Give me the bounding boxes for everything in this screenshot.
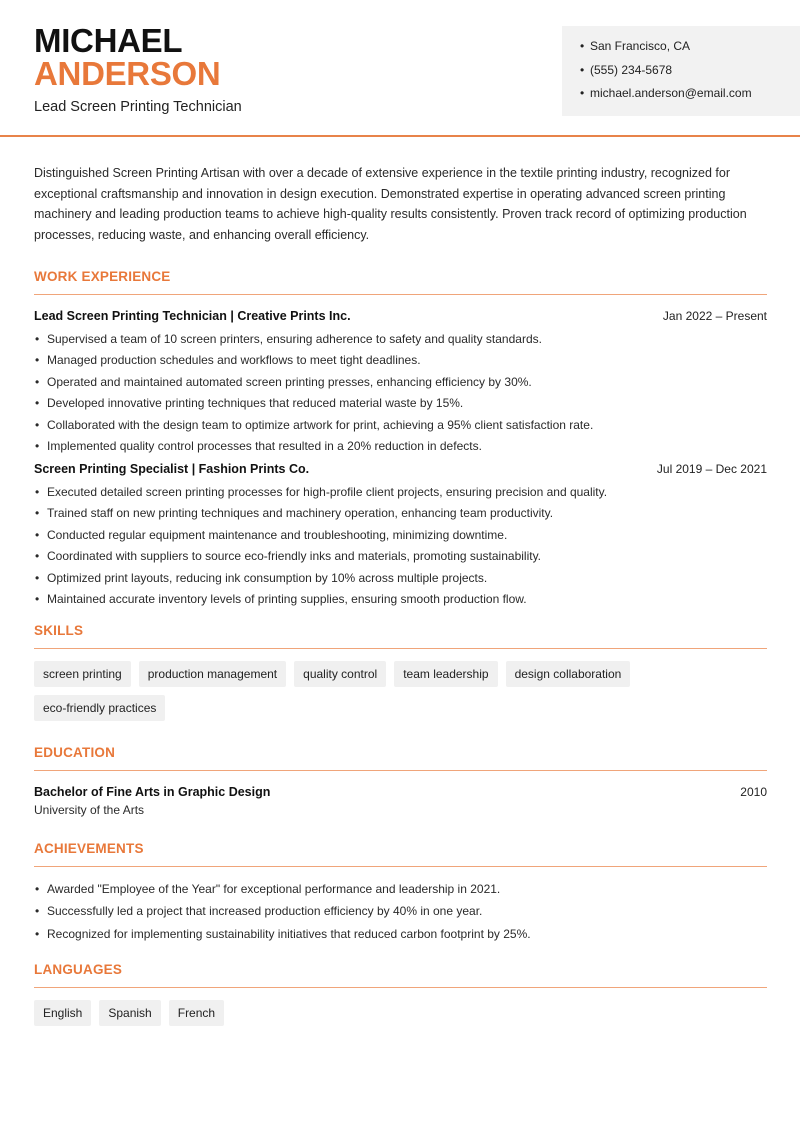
bullet-item: • Supervised a team of 10 screen printers, ensuring adherence to safety and quality standards. bbox=[34, 331, 767, 347]
job-dates: Jan 2022 – Present bbox=[662, 309, 767, 323]
language-tag: Spanish bbox=[99, 1000, 160, 1026]
bullet-item: • Trained staff on new printing techniques and machinery operation, enhancing team productivity. bbox=[34, 505, 767, 521]
bullet-item: • Operated and maintained automated screen printing presses, enhancing efficiency by 30%. bbox=[34, 374, 767, 390]
education-degree: Bachelor of Fine Arts in Graphic Design bbox=[34, 784, 271, 799]
last-name: ANDERSON bbox=[34, 55, 221, 92]
summary-text: Distinguished Screen Printing Artisan with over a decade of extensive experience in the textile printing industry, recognized for exceptional craftsmanship and innovation in design execution. Demonstrated expertise in operating advanced screen printing machinery and leading production teams to achieve high-quality results consistently. Proven track record of optimizing production processes, reducing waste, and enhancing overall efficiency. bbox=[34, 166, 747, 242]
bullet-item: • Coordinated with suppliers to source eco-friendly inks and materials, promoting sustainability. bbox=[34, 548, 767, 564]
job-bullets bbox=[34, 331, 767, 454]
achievement-item: • Recognized for implementing sustainability initiatives that reduced carbon footprint by 25%. bbox=[34, 926, 767, 942]
skill-tag: eco-friendly practices bbox=[34, 695, 165, 721]
contact-location: • San Francisco, CA bbox=[580, 38, 800, 62]
skill-tag: design collaboration bbox=[506, 661, 631, 687]
bullet-item: • Executed detailed screen printing processes for high-profile client projects, ensuring precision and quality. bbox=[34, 484, 767, 500]
education-school: University of the Arts bbox=[34, 802, 145, 817]
education-year: 2010 bbox=[740, 784, 767, 799]
skill-tag: production management bbox=[139, 661, 286, 687]
section-title-languages: LANGUAGES bbox=[34, 962, 767, 988]
skill-tag: screen printing bbox=[34, 661, 131, 687]
language-tag: English bbox=[34, 1000, 91, 1026]
job-role: Screen Printing Specialist | Fashion Prints Co. bbox=[34, 461, 310, 476]
section-title-education: EDUCATION bbox=[34, 745, 767, 771]
language-tags bbox=[34, 1000, 767, 1026]
contact-email[interactable]: • michael.anderson@email.com bbox=[580, 85, 800, 109]
job-entry bbox=[34, 309, 767, 454]
bullet-item: • Maintained accurate inventory levels of printing supplies, ensuring smooth production flow. bbox=[34, 591, 767, 607]
section-title-achievements: ACHIEVEMENTS bbox=[34, 841, 767, 867]
bullet-item: • Developed innovative printing techniques that reduced material waste by 15%. bbox=[34, 395, 767, 411]
skill-tags bbox=[34, 661, 767, 721]
job-role: Lead Screen Printing Technician | Creative Prints Inc. bbox=[34, 309, 351, 323]
bullet-item: • Optimized print layouts, reducing ink consumption by 10% across multiple projects. bbox=[34, 570, 767, 586]
bullet-item: • Managed production schedules and workflows to meet tight deadlines. bbox=[34, 352, 767, 368]
achievement-item: • Awarded "Employee of the Year" for exceptional performance and leadership in 2021. bbox=[34, 881, 767, 897]
achievement-list bbox=[34, 881, 767, 942]
job-entry bbox=[34, 462, 767, 607]
first-name: MICHAEL bbox=[34, 22, 183, 59]
work-section bbox=[34, 269, 767, 607]
skill-tag: team leadership bbox=[394, 661, 497, 687]
skills-section bbox=[34, 623, 767, 721]
bullet-item: • Collaborated with the design team to optimize artwork for print, achieving a 95% client satisfaction rate. bbox=[34, 417, 767, 433]
bullet-item: • Conducted regular equipment maintenance and troubleshooting, minimizing downtime. bbox=[34, 527, 767, 543]
job-dates: Jul 2019 – Dec 2021 bbox=[656, 461, 767, 476]
achievements-section bbox=[34, 841, 767, 942]
contact-box bbox=[562, 26, 800, 116]
contact-phone: • (555) 234-5678 bbox=[580, 62, 800, 86]
section-title-work: WORK EXPERIENCE bbox=[34, 269, 767, 295]
resume-body bbox=[34, 163, 767, 1026]
languages-section bbox=[34, 962, 767, 1026]
education-section bbox=[34, 745, 767, 817]
job-title: Lead Screen Printing Technician bbox=[34, 99, 242, 115]
job-bullets bbox=[34, 484, 767, 607]
candidate-name bbox=[34, 24, 220, 90]
resume-header bbox=[0, 0, 800, 137]
skill-tag: quality control bbox=[294, 661, 386, 687]
language-tag: French bbox=[169, 1000, 224, 1026]
achievement-item: • Successfully led a project that increased production efficiency by 40% in one year. bbox=[34, 903, 767, 919]
section-title-skills: SKILLS bbox=[34, 623, 767, 649]
bullet-item: • Implemented quality control processes that resulted in a 20% reduction in defects. bbox=[34, 438, 767, 454]
